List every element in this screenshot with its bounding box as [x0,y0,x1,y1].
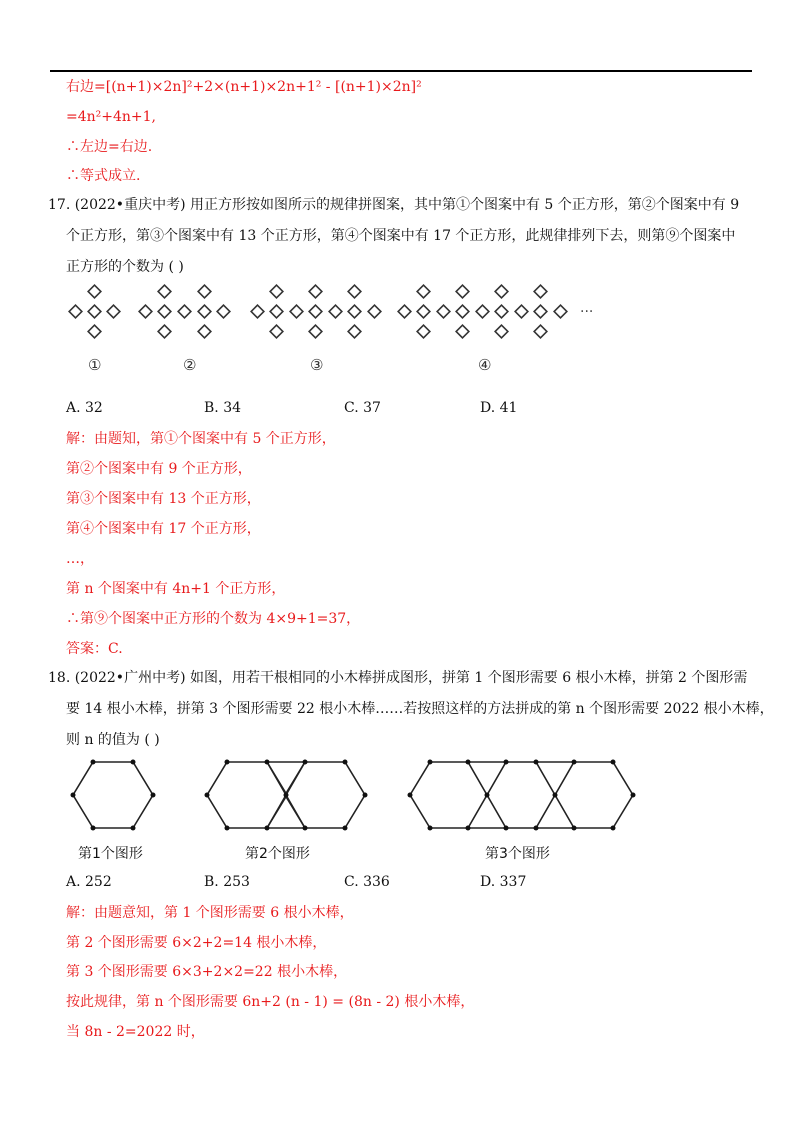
q17-answer: 答案：C. [66,641,123,657]
q18-solution-line-5: 当 8n - 2=2022 时， [66,1024,205,1040]
q18-solution-line-1: 解：由题意知，第 1 个图形需要 6 根小木棒， [66,905,354,921]
fig-caption-3: 第3个图形 [485,846,550,862]
pattern-label-3: ③ [310,356,324,374]
q17-stem-line-2: 个正方形，第③个图案中有 13 个正方形，第④个图案中有 17 个正方形，此规律排列下去，则第⑨个图案中 [66,228,736,244]
q17-diamond-pattern [69,285,567,338]
q18-solution-line-2: 第 2 个图形需要 6×2+2=14 根小木棒， [66,935,327,951]
pattern-2 [139,285,230,338]
pattern-4 [398,285,567,338]
q17-option-c: C. 37 [344,400,381,416]
q18-solution-line-3: 第 3 个图形需要 6×3+2×2=22 根小木棒， [66,964,348,980]
q17-stem-line-1: 17. (2022•重庆中考) 用正方形按如图所示的规律拼图案，其中第①个图案中有 5 个正方形，第②个图案中有 9 [48,197,740,213]
pattern-label-1: ① [88,356,102,374]
sol16-line-4: ∴等式成立. [66,168,141,184]
pattern-ellipsis: ··· [580,304,594,320]
q18-solution-line-4: 按此规律，第 n 个图形需要 6n+2 (n - 1) = (8n - 2) 根小木棒， [66,994,475,1010]
fig-caption-1: 第1个图形 [78,846,143,862]
sol16-line-2: =4n²+4n+1, [66,109,157,125]
q18-option-a: A. 252 [66,874,112,890]
hexagon-figure-3 [410,762,633,828]
stick-vertex-dots [71,760,636,831]
q17-solution-line-3: 第③个图案中有 13 个正方形， [66,491,261,507]
q17-solution-line-7: ∴第⑨个图案中正方形的个数为 4×9+1=37， [66,611,361,627]
q18-stem-line-1: 18. (2022•广州中考) 如图，用若干根相同的小木棒拼成图形，拼第 1 个图形需要 6 根小木棒，拼第 2 个图形需 [48,670,748,686]
q17-solution-line-6: 第 n 个图案中有 4n+1 个正方形， [66,581,286,597]
fig-caption-2: 第2个图形 [245,846,310,862]
sol16-line-1: 右边=[(n+1)×2n]²+2×(n+1)×2n+1² - [(n+1)×2n]² [66,79,422,95]
q17-solution-line-5: …， [66,551,94,567]
pattern-3 [251,285,381,338]
top-rule [50,70,752,72]
q17-option-d: D. 41 [480,400,518,416]
q18-option-c: C. 336 [344,874,390,890]
q18-option-b: B. 253 [204,874,250,890]
q17-option-b: B. 34 [204,400,242,416]
sol16-line-3: ∴左边=右边. [66,139,153,155]
q18-option-d: D. 337 [480,874,527,890]
q18-stick-figures [60,752,660,868]
pattern-label-2: ② [183,356,197,374]
hexagon-figure-1 [73,762,153,828]
q17-solution-line-1: 解：由题知，第①个图案中有 5 个正方形， [66,431,336,447]
pattern-label-4: ④ [478,356,492,374]
q17-solution-line-2: 第②个图案中有 9 个正方形， [66,461,252,477]
q17-option-a: A. 32 [66,400,103,416]
q17-pattern-figure [60,278,620,378]
pattern-1 [69,285,120,338]
q18-stem-line-3: 则 n 的值为 ( ) [66,732,160,748]
q17-solution-line-4: 第④个图案中有 17 个正方形， [66,521,261,537]
q17-stem-line-3: 正方形的个数为 ( ) [66,259,184,275]
q18-stem-line-2: 要 14 根小木棒，拼第 3 个图形需要 22 根小木棒……若按照这样的方法拼成的第 n 个图形需要 2022 根小木棒， [66,701,774,717]
